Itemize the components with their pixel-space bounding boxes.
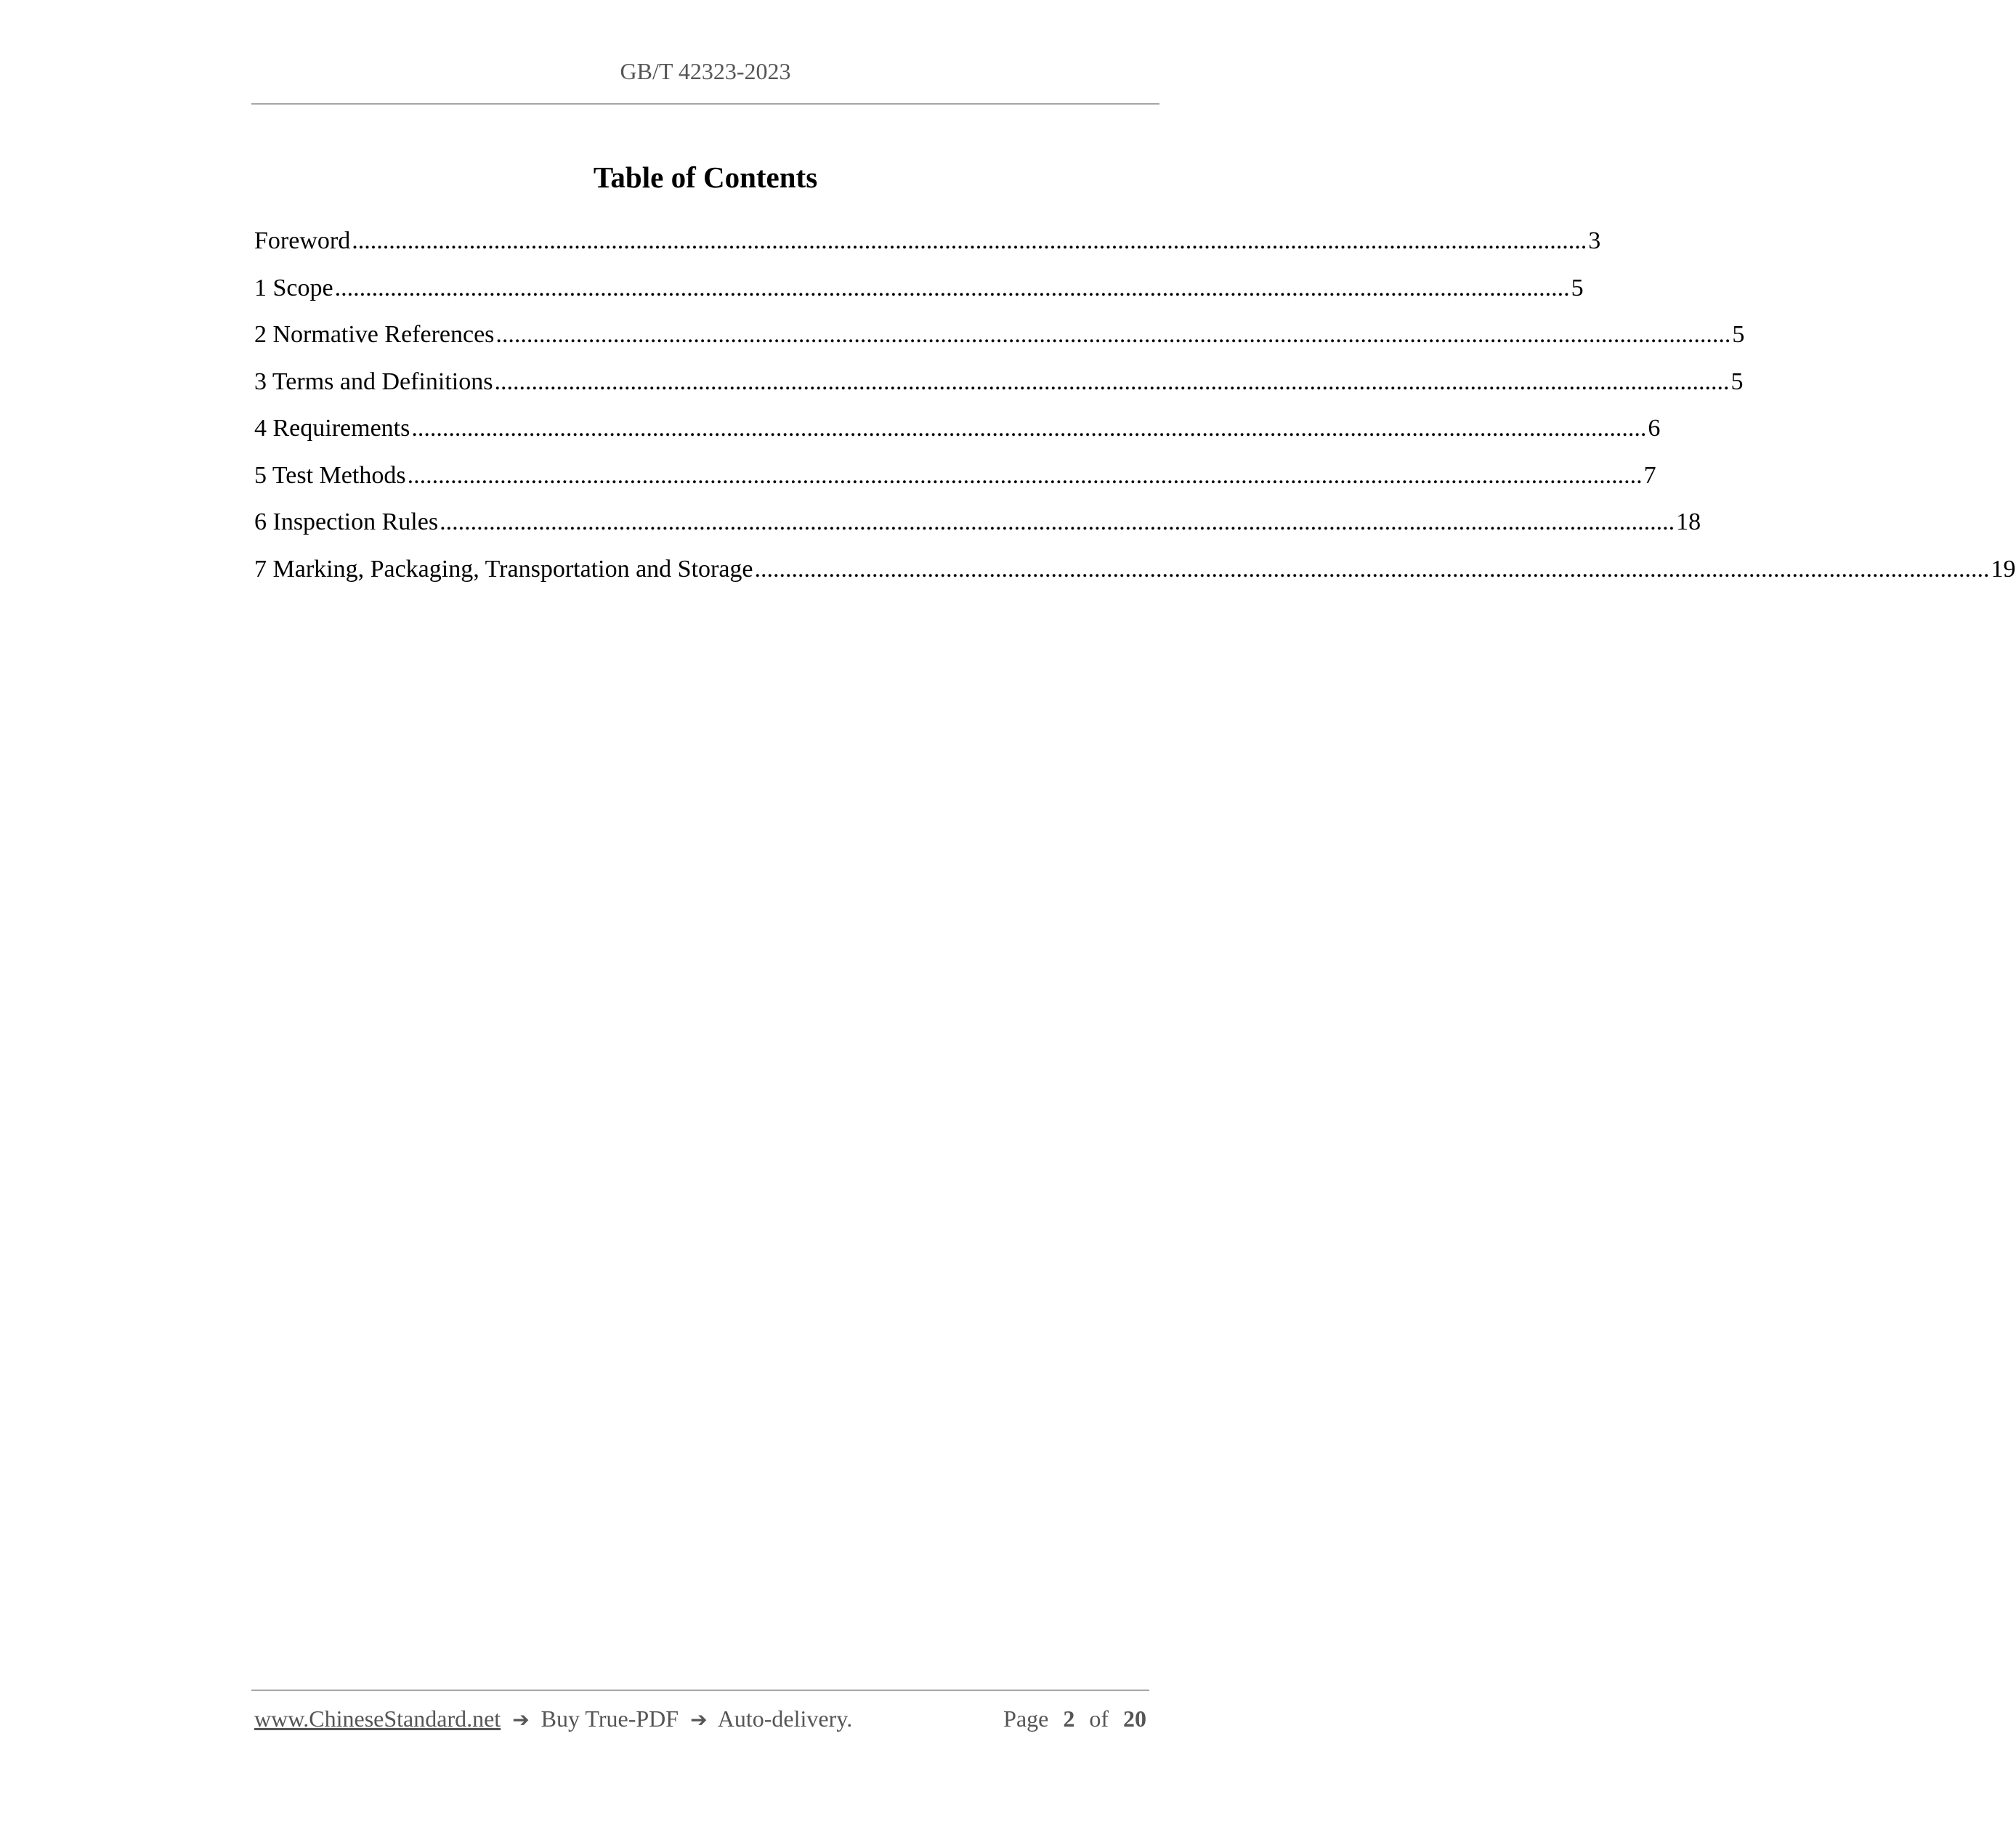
toc-entry-inspection-rules[interactable] (254, 505, 1701, 552)
footer-divider (251, 1690, 1149, 1691)
toc-entry-text: 6 Inspection Rules (254, 508, 439, 535)
toc-dot-leader: ........................................................................................................................................................................................................ (440, 508, 1675, 535)
toc-entry-page: 7 (1643, 461, 1656, 489)
toc-dot-leader: ........................................................................................................................................................................................................ (352, 227, 1587, 254)
toc-entry-test-methods[interactable] (254, 458, 1656, 506)
toc-entry-page: 3 (1588, 227, 1601, 254)
toc-entry-normative-references[interactable] (254, 317, 1745, 365)
total-pages-number: 20 (1123, 1706, 1146, 1732)
toc-dot-leader: ........................................................................................................................................................................................................ (495, 321, 1731, 348)
toc-dot-leader: ........................................................................................................................................................................................................ (754, 555, 1990, 583)
toc-entry-terms-and-definitions[interactable] (254, 365, 1744, 412)
page-number (1003, 1706, 1146, 1732)
toc-entry-page: 6 (1648, 415, 1661, 442)
toc-entry-text: 5 Test Methods (254, 461, 406, 489)
toc-dot-leader: ........................................................................................................................................................................................................ (411, 415, 1647, 442)
toc-entry-page: 5 (1571, 274, 1584, 301)
toc-entry-marking-packaging[interactable] (254, 552, 2016, 599)
toc-entry-page: 18 (1676, 508, 1701, 535)
toc-entry-text: 4 Requirements (254, 415, 410, 442)
toc-entry-page: 5 (1730, 368, 1744, 395)
toc-entry-text: 3 Terms and Definitions (254, 368, 493, 395)
right-arrow-icon: ➔ (690, 1708, 708, 1732)
header-divider (251, 103, 1159, 105)
toc-list (254, 224, 2016, 599)
page-label: Page (1003, 1706, 1049, 1732)
of-label: of (1089, 1706, 1109, 1732)
toc-dot-leader: ........................................................................................................................................................................................................ (407, 461, 1643, 489)
toc-dot-leader: ........................................................................................................................................................................................................ (334, 274, 1570, 301)
site-link[interactable]: www.ChineseStandard.net (254, 1706, 501, 1732)
toc-title: Table of Contents (593, 161, 818, 194)
toc-entry-text: 1 Scope (254, 274, 333, 301)
toc-entry-text: 2 Normative References (254, 321, 495, 348)
toc-entry-page: 5 (1732, 321, 1745, 348)
document-header-id: GB/T 42323-2023 (620, 58, 791, 84)
toc-dot-leader: ........................................................................................................................................................................................................ (494, 368, 1730, 395)
page-footer (254, 1706, 1146, 1732)
auto-delivery-text: Auto-delivery. (717, 1706, 853, 1732)
current-page-number: 2 (1063, 1706, 1075, 1732)
toc-entry-requirements[interactable] (254, 411, 1661, 458)
right-arrow-icon: ➔ (512, 1708, 530, 1732)
toc-entry-scope[interactable] (254, 271, 1584, 318)
toc-entry-page: 19 (1991, 555, 2016, 583)
toc-entry-text: 7 Marking, Packaging, Transportation and Storage (254, 555, 753, 583)
toc-entry-text: Foreword (254, 227, 351, 254)
buy-true-pdf-text: Buy True-PDF (541, 1706, 679, 1732)
footer-promo (254, 1706, 852, 1732)
toc-entry-foreword[interactable] (254, 224, 1601, 271)
